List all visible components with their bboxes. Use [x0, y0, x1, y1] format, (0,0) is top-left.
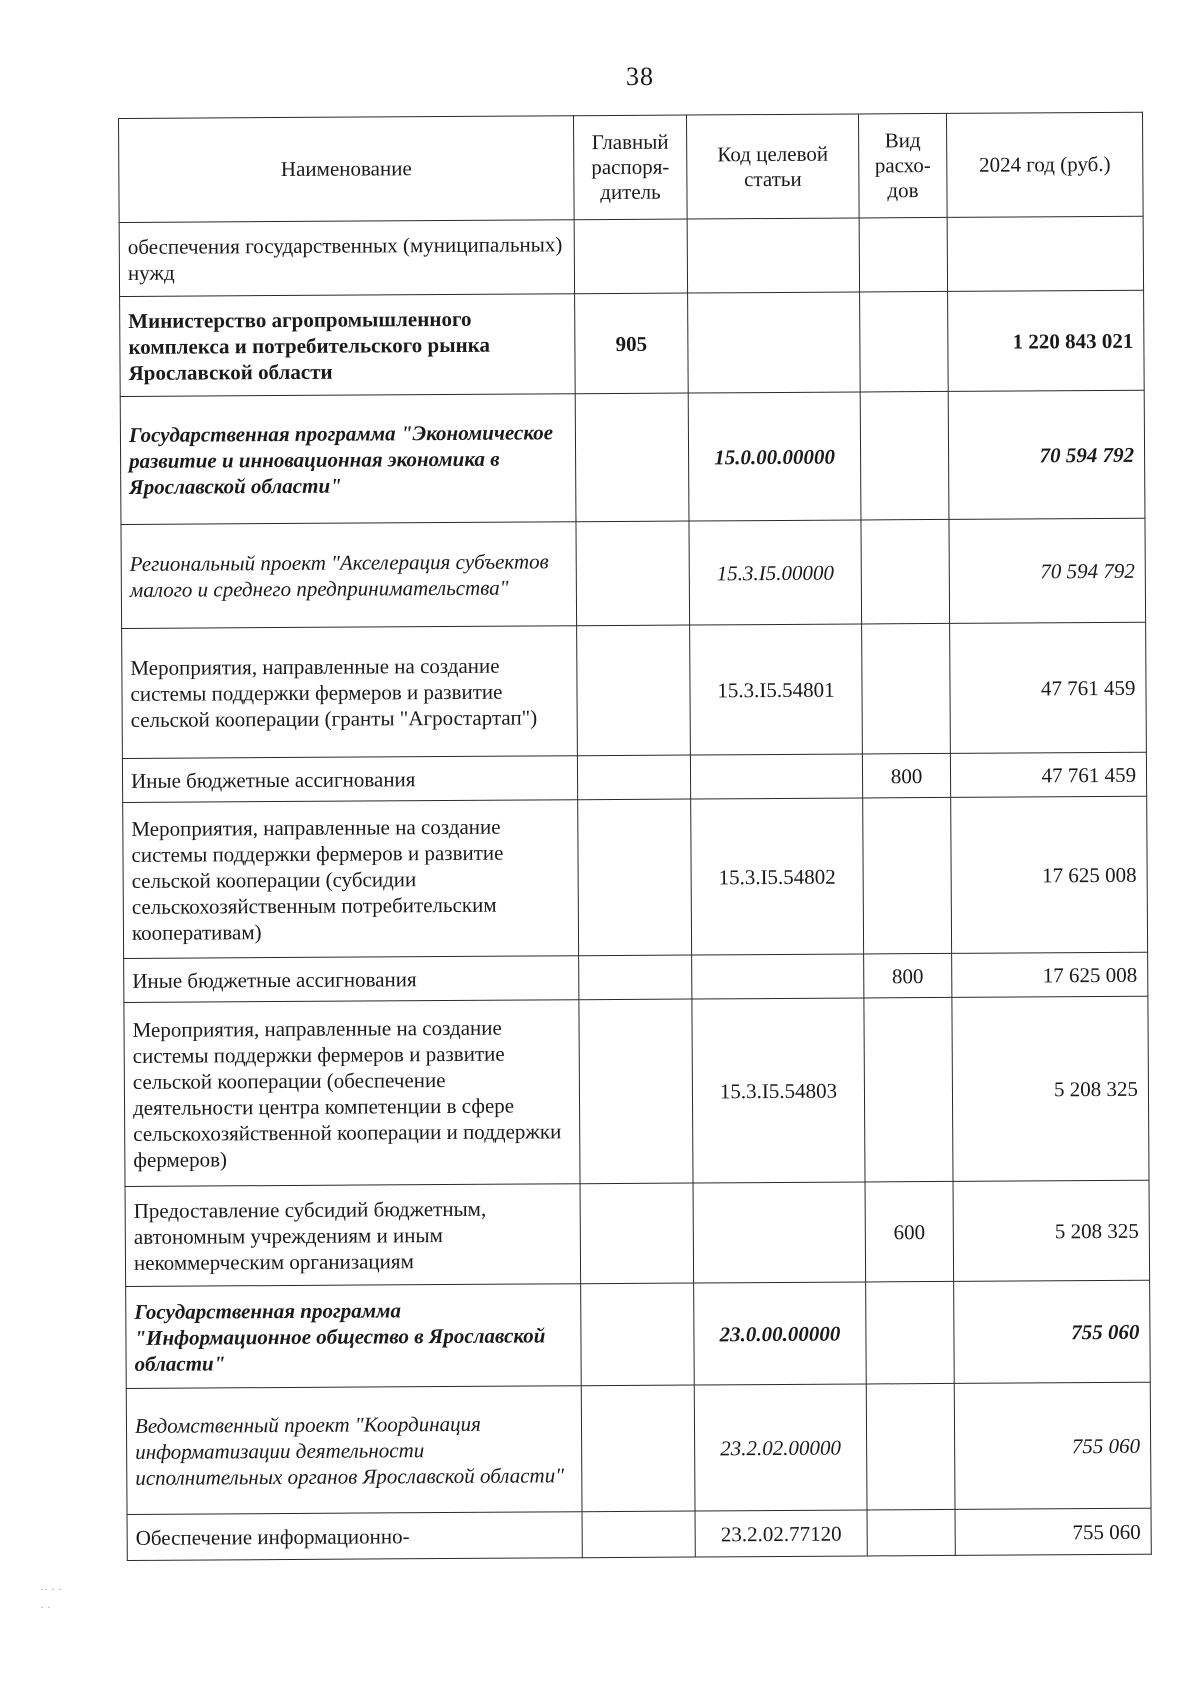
cell-type [861, 519, 950, 624]
cell-code: 15.3.I5.54803 [692, 998, 865, 1183]
table-row [124, 952, 1148, 1002]
cell-name: Иные бюджетные ассигнования [122, 756, 577, 803]
budget-table [118, 112, 1152, 1561]
cell-name: Мероприятия, направленные на создание системы поддержки фермеров и развитие сельской кооперации (обеспечение деятельности центра компетенции в сфере сельскохозяйственной кооперации и поддержки фермеров) [124, 1000, 580, 1187]
header-amount: 2024 год (руб.) [946, 112, 1143, 217]
cell-amount: 70 594 792 [949, 518, 1146, 623]
cell-admin: 905 [575, 293, 689, 394]
cell-admin [582, 1511, 695, 1558]
table-header-row [119, 112, 1144, 222]
cell-code [693, 1182, 866, 1283]
cell-admin [575, 393, 689, 522]
cell-admin [574, 219, 687, 294]
cell-type [867, 1509, 955, 1556]
cell-code [688, 292, 861, 393]
cell-amount: 47 761 459 [950, 622, 1147, 753]
table-row [119, 216, 1143, 296]
cell-code [692, 954, 864, 999]
cell-admin [581, 1283, 695, 1386]
cell-amount: 47 761 459 [950, 752, 1146, 797]
cell-code: 15.3.I5.00000 [689, 520, 862, 625]
cell-admin [581, 1385, 695, 1512]
scan-artifact-marks: ·· · · · · [40, 1582, 62, 1614]
cell-code: 23.2.02.77120 [695, 1510, 867, 1557]
table-row [122, 752, 1146, 802]
cell-name: Ведомственный проект "Координация информатизации деятельности исполнительных органов Ярославской области" [126, 1386, 582, 1515]
cell-type [866, 1383, 955, 1510]
table-row [125, 1180, 1150, 1286]
header-code: Код целевой статьи [686, 114, 859, 219]
table-row [123, 796, 1148, 958]
cell-amount [947, 216, 1143, 291]
cell-admin [580, 1183, 694, 1284]
cell-name: обеспечения государственных (муниципальных) нужд [119, 220, 574, 297]
cell-name: Мероприятия, направленные на создание системы поддержки фермеров и развитие сельской кооперации (субсидии сельскохозяйственным потребительским кооперативам) [123, 800, 579, 959]
cell-amount: 17 625 008 [951, 796, 1148, 953]
cell-type [866, 1281, 955, 1384]
cell-admin [578, 799, 692, 956]
table-row [120, 390, 1145, 524]
header-admin: Главный распоря-дитель [573, 115, 687, 220]
cell-type [860, 291, 949, 392]
cell-amount: 70 594 792 [948, 390, 1145, 519]
cell-amount: 17 625 008 [952, 952, 1148, 997]
cell-code: 15.3.I5.54801 [690, 624, 863, 755]
header-type: Вид расхо-дов [858, 113, 947, 218]
cell-amount: 1 220 843 021 [948, 290, 1145, 391]
cell-code: 23.2.02.00000 [694, 1384, 867, 1511]
table-row [124, 996, 1149, 1186]
table-row [121, 518, 1146, 628]
cell-type: 800 [862, 753, 950, 798]
cell-name: Министерство агропромышленного комплекса и потребительского рынка Ярославской области [120, 294, 576, 397]
cell-code: 15.0.00.00000 [688, 392, 861, 521]
header-name: Наименование [119, 116, 575, 223]
cell-type [859, 217, 947, 292]
cell-admin [579, 955, 692, 1000]
table-row [122, 622, 1147, 758]
table-row [120, 290, 1145, 396]
cell-admin [576, 521, 690, 626]
cell-name: Государственная программа "Информационное общество в Ярославской области" [126, 1284, 582, 1389]
cell-name: Региональный проект "Акселерация субъектов малого и среднего предпринимательства" [121, 522, 577, 629]
table-row [126, 1382, 1151, 1514]
cell-type [864, 997, 953, 1182]
cell-name: Предоставление субсидий бюджетным, автономным учреждениям и иным некоммерческим организациям [125, 1184, 581, 1287]
cell-amount: 5 208 325 [953, 1180, 1150, 1281]
cell-admin [577, 755, 690, 800]
cell-code [690, 754, 862, 799]
cell-admin [579, 999, 693, 1184]
cell-name: Мероприятия, направленные на создание системы поддержки фермеров и развитие сельской кооперации (гранты "Агростартап") [122, 626, 578, 759]
cell-amount: 5 208 325 [952, 996, 1149, 1181]
table-row [126, 1280, 1151, 1388]
cell-admin [577, 625, 691, 756]
cell-name: Государственная программа "Экономическое развитие и инновационная экономика в Ярославской области" [120, 394, 576, 525]
page-number: 38 [626, 62, 654, 91]
cell-type [863, 797, 952, 954]
table-row [127, 1508, 1151, 1560]
cell-type: 800 [864, 953, 952, 998]
cell-type [862, 623, 951, 754]
cell-type [860, 391, 949, 520]
cell-code: 23.0.00.00000 [694, 1282, 867, 1385]
cell-code [687, 218, 859, 293]
cell-amount: 755 060 [955, 1508, 1151, 1555]
cell-name: Иные бюджетные ассигнования [124, 956, 579, 1003]
cell-amount: 755 060 [954, 1280, 1151, 1383]
cell-type: 600 [865, 1181, 954, 1282]
cell-name: Обеспечение информационно- [127, 1512, 582, 1561]
cell-amount: 755 060 [954, 1382, 1151, 1509]
cell-code: 15.3.I5.54802 [691, 798, 864, 955]
